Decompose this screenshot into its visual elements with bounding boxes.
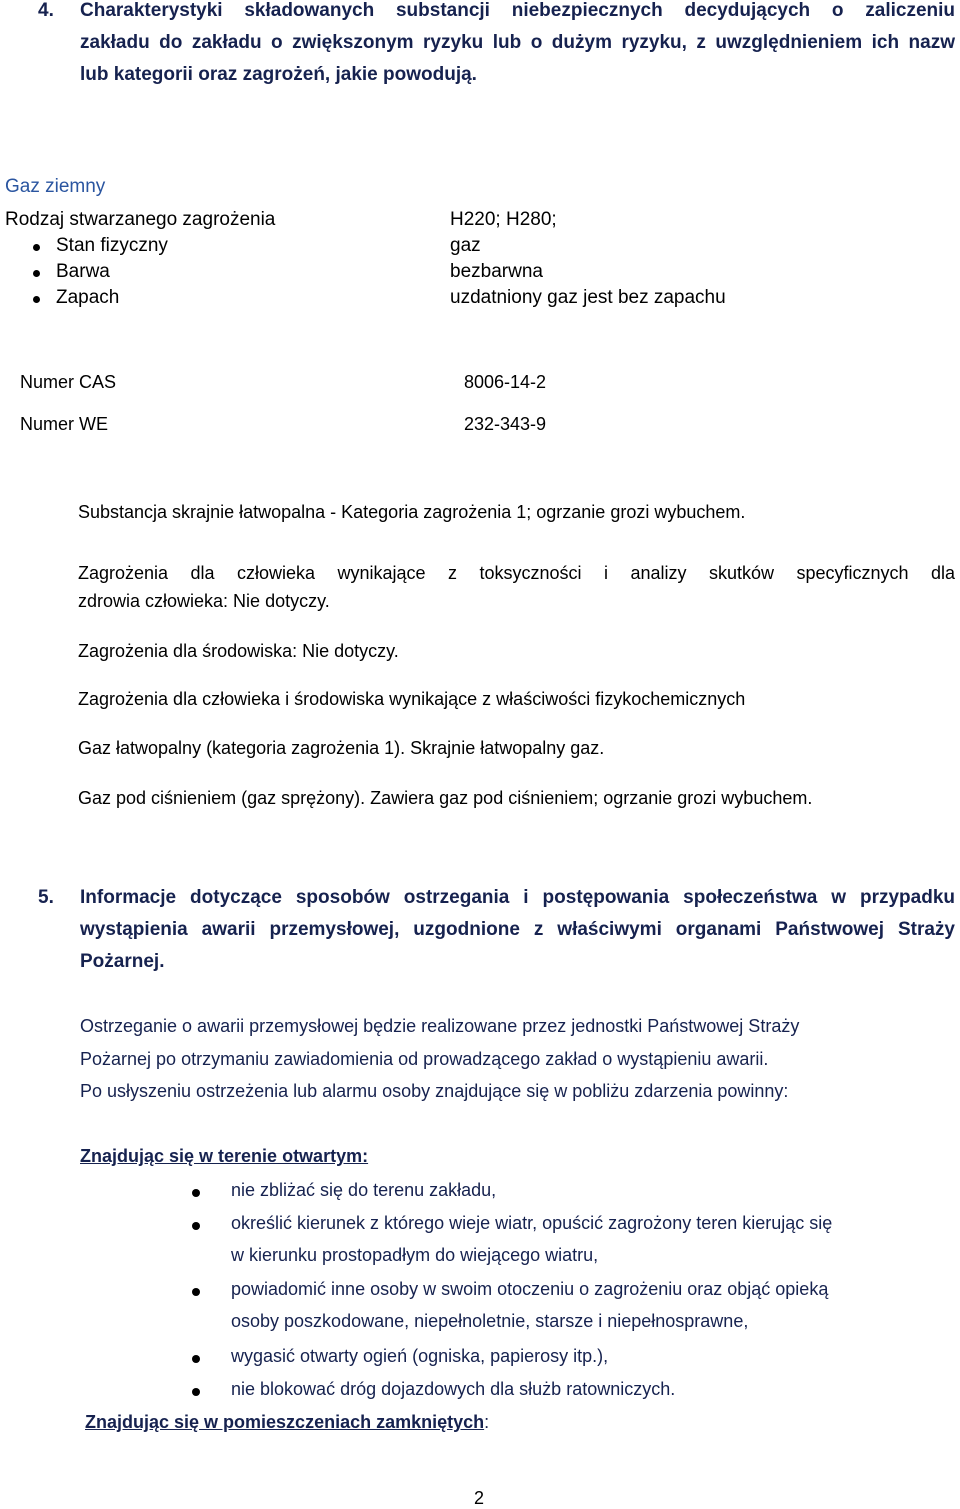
hazard-paragraph: Zagrożenia dla człowieka wynikające z toksyczności i analizy skutków specyficznych dla — [78, 563, 955, 583]
bullet-icon — [33, 296, 40, 303]
bullet-icon — [33, 270, 40, 277]
closed-room-heading-text: Znajdując się w pomieszczeniach zamkniętych — [85, 1412, 485, 1432]
bullet-icon — [192, 1222, 200, 1230]
property-label: Barwa — [56, 261, 110, 282]
hazard-paragraph: zdrowia człowieka: Nie dotyczy. — [78, 591, 330, 611]
list-item: nie zbliżać się do terenu zakładu, — [231, 1180, 497, 1200]
bullet-icon — [192, 1388, 200, 1396]
closed-room-heading — [85, 1412, 489, 1433]
intro-line: Po usłyszeniu ostrzeżenia lub alarmu osoby znajdujące się w pobliżu zdarzenia powinny: — [80, 1081, 789, 1101]
open-area-heading: Znajdując się w terenie otwartym: — [80, 1146, 369, 1166]
hazard-paragraph: Zagrożenia dla człowieka i środowiska wynikające z właściwości fizykochemicznych — [78, 689, 746, 709]
bullet-icon — [33, 244, 40, 251]
property-value: uzdatniony gaz jest bez zapachu — [450, 287, 726, 308]
list-item: określić kierunek z którego wieje wiatr, opuścić zagrożony teren kierując się — [231, 1213, 833, 1233]
cas-label: Numer CAS — [20, 372, 117, 392]
intro-line: Ostrzeganie o awarii przemysłowej będzie realizowane przez jednostki Państwowej Straży — [80, 1016, 800, 1036]
section5-heading-line1: Informacje dotyczące sposobów ostrzegania i postępowania społeczeństwa w przypadku — [80, 887, 955, 908]
section4-heading-line1: Charakterystyki składowanych substancji niebezpiecznych decydujących o zaliczeniu — [80, 0, 955, 21]
cas-value: 8006-14-2 — [464, 372, 547, 392]
hazard-paragraph: Gaz łatwopalny (kategoria zagrożenia 1). Skrajnie łatwopalny gaz. — [78, 738, 605, 758]
hazard-paragraph: Gaz pod ciśnieniem (gaz sprężony). Zawiera gaz pod ciśnieniem; ogrzanie grozi wybuchem. — [78, 788, 813, 808]
closed-room-heading-colon: : — [484, 1412, 490, 1432]
intro-line: Pożarnej po otrzymaniu zawiadomienia od prowadzącego zakład o wystąpieniu awarii. — [80, 1049, 769, 1069]
list-item: nie blokować dróg dojazdowych dla służb ratowniczych. — [231, 1379, 676, 1399]
we-value: 232-343-9 — [464, 414, 547, 434]
list-item: w kierunku prostopadłym do wiejącego wiatru, — [231, 1245, 599, 1265]
property-label: Stan fizyczny — [56, 235, 168, 256]
property-value: bezbarwna — [450, 261, 543, 282]
hazard-label: Rodzaj stwarzanego zagrożenia — [5, 209, 276, 230]
list-item: osoby poszkodowane, niepełnoletnie, starsze i niepełnosprawne, — [231, 1311, 749, 1331]
section4-heading-line3: lub kategorii oraz zagrożeń, jakie powodują. — [80, 64, 477, 85]
list-item: wygasić otwarty ogień (ogniska, papierosy itp.), — [231, 1346, 609, 1366]
bullet-icon — [192, 1355, 200, 1363]
bullet-icon — [192, 1288, 200, 1296]
section4-heading-line2: zakładu do zakładu o zwiększonym ryzyku lub o dużym ryzyku, z uwzględnieniem ich nazw — [80, 32, 955, 53]
we-label: Numer WE — [20, 414, 109, 434]
list-item: powiadomić inne osoby w swoim otoczeniu o zagrożeniu oraz objąć opieką — [231, 1279, 829, 1299]
hazard-paragraph: Substancja skrajnie łatwopalna - Kategoria zagrożenia 1; ogrzanie grozi wybuchem. — [78, 502, 746, 522]
section5-heading-line2: wystąpienia awarii przemysłowej, uzgodnione z właściwymi organami Państwowej Straży — [80, 919, 955, 940]
substance-name: Gaz ziemny — [5, 176, 106, 197]
property-value: gaz — [450, 235, 481, 256]
section5-number: 5. — [38, 887, 54, 908]
section5-heading-line3: Pożarnej. — [80, 951, 165, 972]
bullet-icon — [192, 1189, 200, 1197]
hazard-value: H220; H280; — [450, 209, 557, 230]
page-number: 2 — [474, 1488, 485, 1508]
section4-number: 4. — [38, 0, 54, 21]
property-label: Zapach — [56, 287, 120, 308]
hazard-paragraph: Zagrożenia dla środowiska: Nie dotyczy. — [78, 641, 399, 661]
